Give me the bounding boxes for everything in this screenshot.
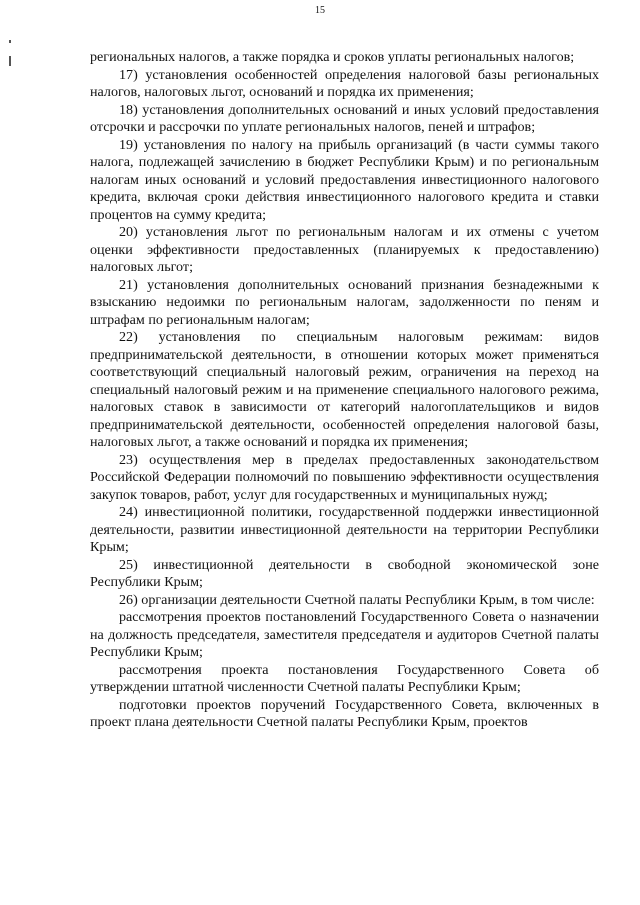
margin-mark <box>9 40 11 43</box>
document-body <box>90 49 599 732</box>
paragraph: региональных налогов, а также порядка и сроков уплаты региональных налогов; <box>90 49 575 65</box>
paragraph: рассмотрения проектов постановлений Государственного Совета о назначении на должность председателя, заместителя председателя и аудиторов Счетной палаты Республики Крым; <box>90 609 599 660</box>
margin-mark <box>9 56 11 66</box>
paragraph: 25) инвестиционной деятельности в свободной экономической зоне Республики Крым; <box>90 556 599 590</box>
paragraph: 17) установления особенностей определения налоговой базы региональных налогов, налоговых льгот, оснований и порядка их применения; <box>90 66 599 100</box>
page-number: 15 <box>315 5 325 16</box>
paragraph: 19) установления по налогу на прибыль организаций (в части суммы такого налога, подлежащей зачислению в бюджет Республики Крым) и по региональным налогам иных оснований и условий предоставления инвестиционного налогового кредита, включая сроки действия инвестиционного налогового кредита и ставки процентов на сумму кредита; <box>90 136 599 223</box>
paragraph: рассмотрения проекта постановления Государственного Совета об утверждении штатной численности Счетной палаты Республики Крым; <box>90 661 599 695</box>
paragraph: подготовки проектов поручений Государственного Совета, включенных в проект плана деятельности Счетной палаты Республики Крым, проектов <box>90 696 599 730</box>
paragraph: 26) организации деятельности Счетной палаты Республики Крым, в том числе: <box>119 591 595 608</box>
paragraph: 18) установления дополнительных оснований и иных условий предоставления отсрочки и рассрочки по уплате региональных налогов, пеней и штрафов; <box>90 101 599 135</box>
paragraph: 21) установления дополнительных оснований признания безнадежными к взысканию недоимки по региональным налогам, задолженности по пеням и штрафам по региональным налогам; <box>90 276 599 328</box>
paragraph: 20) установления льгот по региональным налогам и их отмены с учетом оценки эффективности предоставленных (планируемых к предоставлению) налоговых льгот; <box>90 224 599 275</box>
paragraph: 23) осуществления мер в пределах предоставленных законодательством Российской Федерации полномочий по повышению эффективности осуществления закупок товаров, работ, услуг для государственных и муниципальных нужд; <box>90 451 599 503</box>
paragraph: 24) инвестиционной политики, государственной поддержки инвестиционной деятельности, развитии инвестиционной деятельности на территории Республики Крым; <box>90 504 599 555</box>
paragraph: 22) установления по специальным налоговым режимам: видов предпринимательской деятельности, в отношении которых может применяться соответствующий специальный налоговый режим, ограничения на переход на специальный налоговый режим и на применение специального налогового режима, налоговых ставок в зависимости от категорий налогоплательщиков и видов предпринимательской деятельности, особенностей определения налоговой базы, налоговых льгот, а также оснований и порядка их применения; <box>90 329 599 450</box>
